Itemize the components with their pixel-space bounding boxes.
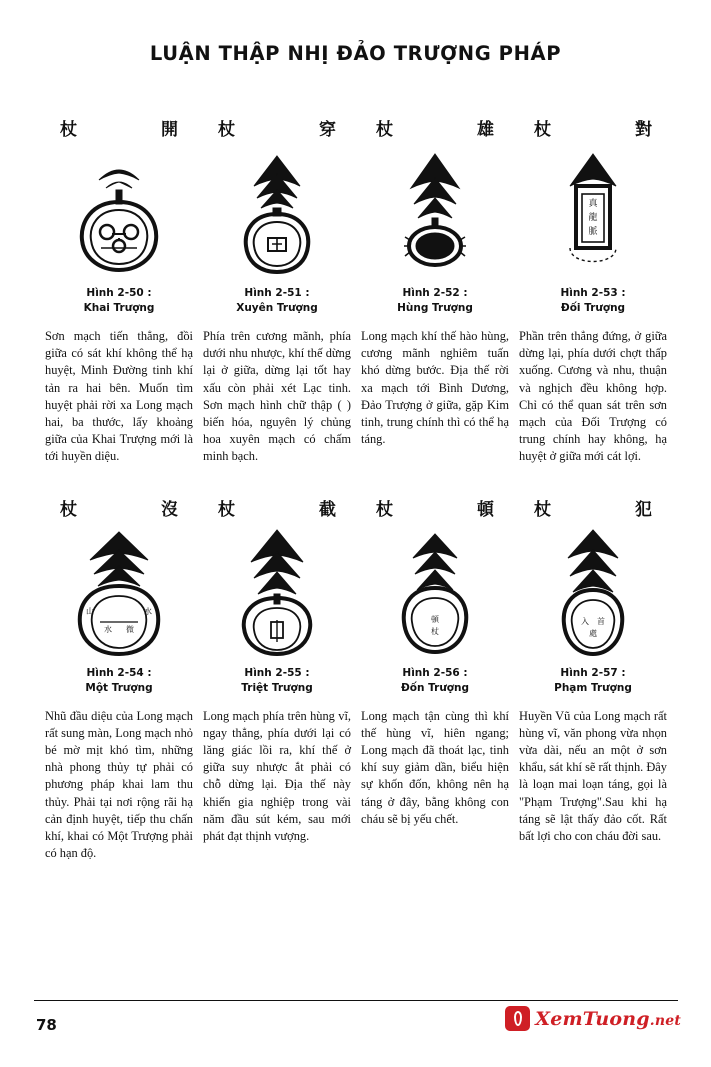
feng-shui-diagram-icon — [518, 144, 668, 280]
figure-cell-2-50 — [40, 120, 198, 466]
chinese-glyph-left: 杖 — [218, 120, 235, 140]
figure-glyphs — [360, 500, 510, 526]
figure-illustration-2-55 — [202, 500, 352, 660]
chinese-glyph-left: 杖 — [376, 499, 393, 520]
feng-shui-diagram-icon — [202, 144, 352, 280]
figure-illustration-2-56 — [360, 500, 510, 660]
chinese-glyph-right: 頓 — [477, 499, 494, 520]
figure-caption-2-50 — [84, 286, 155, 316]
chinese-glyph-left: 杖 — [60, 120, 77, 140]
chinese-glyph-right: 穿 — [319, 120, 336, 140]
figure-glyphs — [360, 120, 510, 146]
figure-row-2 — [40, 500, 674, 863]
figure-cell-2-52 — [356, 120, 514, 466]
figure-grid — [40, 120, 674, 862]
figure-number: Hình 2-55 : — [244, 666, 310, 679]
figure-number: Hình 2-54 : — [86, 666, 152, 679]
figure-name: Hùng Trượng — [397, 302, 473, 314]
figure-caption-2-55 — [241, 666, 312, 696]
figure-name: Đốn Trượng — [400, 681, 469, 694]
watermark-name: XemTuong — [535, 1007, 650, 1030]
figure-caption-2-51 — [236, 286, 318, 316]
figure-caption-2-54 — [85, 666, 152, 696]
figure-name: Một Trượng — [85, 681, 153, 694]
feng-shui-diagram-icon — [202, 524, 352, 660]
figure-illustration-2-53 — [518, 120, 668, 280]
chinese-glyph-left: 杖 — [218, 499, 235, 520]
svg-text:脈: 脈 — [588, 227, 598, 237]
figure-number: Hình 2-56 : — [402, 666, 468, 679]
watermark-domain: .net — [649, 1012, 681, 1029]
chinese-glyph-left: 杖 — [534, 499, 551, 520]
figure-number: Hình 2-51 : — [244, 287, 310, 299]
figure-cell-2-55 — [198, 500, 356, 863]
figure-description-2-52: Long mạch khí thế hào hùng, cương mãnh nghiêm tuấn khó dừng bước. Địa thế rời xa mạch tới Bình Dương, Đảo Trượng ở giữa, gặp Kim tinh, trung chính thì có thể hạ táng. — [361, 329, 509, 447]
figure-cell-2-51 — [198, 120, 356, 466]
figure-number: Hình 2-52 : — [402, 287, 468, 299]
feng-shui-diagram-icon — [360, 524, 510, 660]
figure-description-2-54: Nhũ đầu diệu của Long mạch rất sung màn, Long mạch nhỏ bé mờ mịt khó tìm, những nhà phong thủy tự phải có phương pháp khai lam thu thủy. Phải tại nơi rộng rãi hạ cản định huyệt, tiếp thu chấn khí, khai có Một Trượng phải có hạn độ. — [45, 708, 193, 861]
figure-name: Triệt Trượng — [241, 681, 313, 694]
feng-shui-diagram-icon — [44, 144, 194, 280]
svg-text:杖: 杖 — [431, 626, 439, 636]
chinese-glyph-right: 犯 — [635, 499, 652, 520]
figure-caption-2-56 — [401, 666, 469, 696]
figure-description-2-51: Phía trên cương mãnh, phía dưới nhu nhược, khí thế dừng lại ở giữa, dừng lại tốt hay xấu còn phải xét Lạc tinh. Sơn mạch hình chữ thập ( ) biến hóa, nguyên lý chủng hoa xuyên mạch có chấm minh bạch. — [203, 329, 351, 464]
svg-text:真: 真 — [588, 199, 598, 209]
chinese-glyph-right: 雄 — [477, 120, 494, 140]
figure-caption-2-52 — [397, 286, 473, 316]
figure-number: Hình 2-50 : — [86, 287, 152, 299]
figure-glyphs — [202, 120, 352, 146]
figure-illustration-2-54 — [44, 500, 194, 660]
watermark — [505, 1006, 681, 1031]
watermark-text — [535, 1008, 681, 1030]
figure-glyphs — [202, 500, 352, 526]
figure-number: Hình 2-57 : — [560, 666, 626, 679]
figure-caption-2-57 — [554, 666, 632, 696]
svg-text:頓: 頓 — [431, 614, 439, 624]
figure-illustration-2-57 — [518, 500, 668, 660]
figure-illustration-2-51 — [202, 120, 352, 280]
feng-shui-diagram-icon — [44, 524, 194, 660]
figure-row-1 — [40, 120, 674, 466]
figure-glyphs — [44, 120, 194, 146]
figure-description-2-55: Long mạch phía trên hùng vĩ, ngay thẳng, phía dưới lại có lăng giác lồi ra, khí thế ở giữa suy nhược ắt phải có chỗ dừng lại. Địa thế này khiến gia nghiệp trong vài năm đầu sút kém, sau mới phát đạt thịnh vượng. — [203, 708, 351, 844]
figure-description-2-50: Sơn mạch tiến thẳng, đồi giữa có sát khí không thể hạ huyệt, Minh Đường tinh khí tản ra hai bên. Muốn tìm huyệt phải rời xa Long mạch hai, ba thước, lấy khoảng giữa của Khai Trượng mới là tới huyền diệu. — [45, 329, 193, 464]
figure-caption-2-53 — [560, 286, 625, 316]
figure-name: Phạm Trượng — [554, 681, 632, 694]
page-number: 78 — [36, 1016, 57, 1034]
chinese-glyph-right: 截 — [319, 499, 336, 520]
figure-illustration-2-50 — [44, 120, 194, 280]
footer-divider — [34, 1000, 678, 1001]
svg-text:入: 入 — [581, 616, 589, 626]
chinese-glyph-right: 開 — [161, 120, 178, 140]
figure-name: Đối Trượng — [560, 302, 626, 314]
svg-text:微: 微 — [126, 624, 134, 634]
feng-shui-diagram-icon — [360, 144, 510, 280]
figure-cell-2-54 — [40, 500, 198, 863]
svg-text:龍: 龍 — [588, 213, 598, 223]
chinese-glyph-left: 杖 — [376, 120, 393, 140]
figure-description-2-53: Phần trên thẳng đứng, ở giữa dừng lại, phía dưới chợt thấp xuống. Cương và nhu, thuận và nghịch đều không hợp. Chỉ có thể quan sát trên sơn mạch của Đối Trượng có trung chính hay không, hạ huyệt ở giữa mới cát lợi. — [519, 329, 667, 464]
figure-name: Khai Trượng — [83, 302, 155, 314]
figure-cell-2-56 — [356, 500, 514, 863]
figure-illustration-2-52 — [360, 120, 510, 280]
chinese-glyph-left: 杖 — [60, 499, 77, 520]
svg-text:山: 山 — [86, 606, 94, 616]
feng-shui-diagram-icon — [518, 524, 668, 660]
page-title: LUẬN THẬP NHỊ ĐẢO TRƯỢNG PHÁP — [149, 42, 562, 65]
figure-glyphs — [518, 500, 668, 526]
figure-cell-2-53 — [514, 120, 672, 466]
chinese-glyph-right: 對 — [635, 120, 652, 140]
watermark-logo-icon — [505, 1006, 530, 1031]
svg-text:水: 水 — [104, 624, 112, 634]
figure-number: Hình 2-53 : — [560, 287, 626, 299]
figure-description-2-56: Long mạch tận cùng thì khí thế hùng vĩ, hiên ngang; Long mạch đã thoát lạc, tinh khí suy giảm dần, biểu hiện sự khốn đốn, không nên hạ táng ở đây, bằng không con cháu sẽ bị yếu chết. — [361, 708, 509, 826]
figure-description-2-57: Huyền Vũ của Long mạch rất hùng vĩ, văn phong vừa nhọn vừa dài, nếu an một ở sơn khẩu, sát khí sẽ rất thịnh. Đây là loạn mai loạn táng, gọi là "Phạm Trượng".Sau khi hạ táng sẽ lật thấy đảo cốt. Rất bất lợi cho con cháu đời sau. — [519, 708, 667, 844]
svg-text:水: 水 — [144, 606, 152, 616]
figure-name: Xuyên Trượng — [236, 302, 318, 314]
svg-text:首: 首 — [597, 616, 605, 626]
svg-text:處: 處 — [589, 628, 597, 638]
figure-cell-2-57 — [514, 500, 672, 863]
figure-glyphs — [518, 120, 668, 146]
chinese-glyph-right: 沒 — [161, 499, 178, 520]
chinese-glyph-left: 杖 — [534, 120, 551, 140]
figure-glyphs — [44, 500, 194, 526]
